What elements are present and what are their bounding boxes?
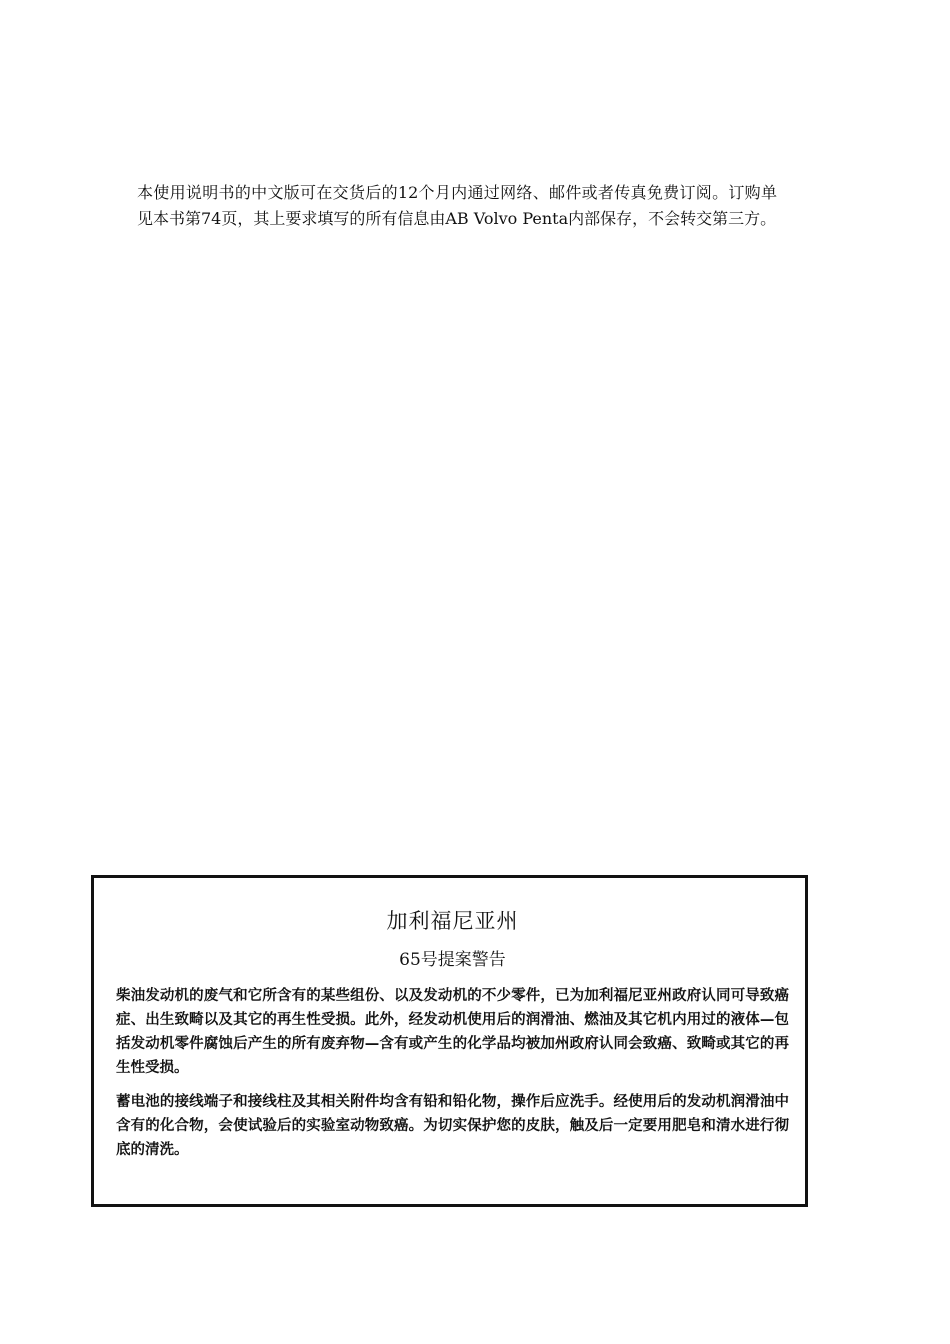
intro-paragraph: 本使用说明书的中文版可在交货后的12个月内通过网络、邮件或者传真免费订阅。订购单见本书第74页，其上要求填写的所有信息由AB Volvo Penta内部保存，不会转交第三方。 [137, 183, 777, 228]
warning-paragraph-battery: 蓄电池的接线端子和接线柱及其相关附件均含有铅和铅化物，操作后应洗手。经使用后的发动机润滑油中含有的化合物，会使试验后的实验室动物致癌。为切实保护您的皮肤，触及后一定要用肥皂和清水进行彻底的清洗。 [116, 1094, 789, 1158]
prop65-warning-box [91, 875, 808, 1207]
warning-subtitle: 65号提案警告 [399, 950, 506, 970]
warning-paragraph-engine: 柴油发动机的废气和它所含有的某些组份、以及发动机的不少零件，已为加利福尼亚州政府认同可导致癌症、出生致畸以及其它的再生性受损。此外，经发动机使用后的润滑油、燃油及其它机内用过的液体—包括发动机零件腐蚀后产生的所有废弃物—含有或产生的化学品均被加州政府认同会致癌、致畸或其它的再生性受损。 [116, 988, 789, 1076]
warning-title: 加利福尼亚州 [386, 909, 519, 933]
